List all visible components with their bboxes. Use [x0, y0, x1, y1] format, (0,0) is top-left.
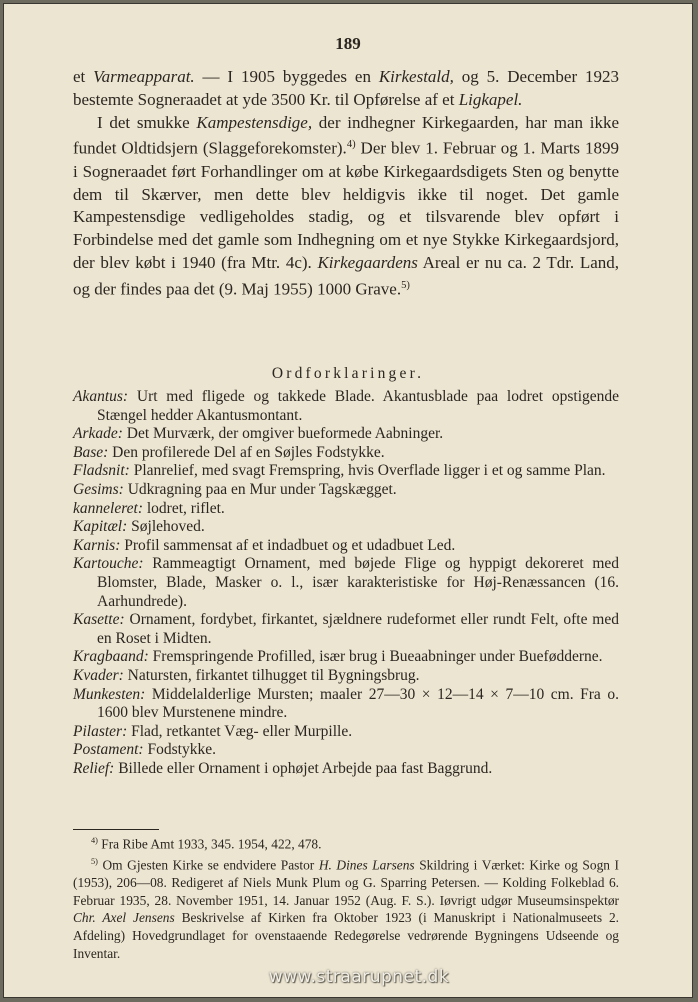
glossary-entry [73, 444, 619, 463]
glossary-entry [73, 686, 619, 723]
italic-run: H. Dines Larsens [318, 857, 415, 873]
glossary-definition: Ornament, fordybet, firkantet, sjældnere rudeformet eller rundt Felt, ofte med en Roset i Midten. [97, 611, 619, 647]
glossary-term: Kartouche: [73, 555, 144, 573]
glossary-term: Fladsnit: [73, 462, 130, 480]
paragraph-1: et Varmeapparat. — I 1905 byggedes en Kirkestald, og 5. December 1923 bestemte Sogneraadet at yde 3500 Kr. til Opførelse af et Ligkapel. [73, 67, 619, 109]
glossary-term: Kvader: [73, 666, 124, 684]
footnote-4: $^{4)}$ Fra Ribe Amt 1933, 345. 1954, 422, 478. [91, 836, 322, 852]
glossary-definition: Rammeagtigt Ornament, med bøjede Flige og hyppigt dekoreret med Blomster, Blade, Masker o. l., især karakteristiske for Høj-Renæssancen (16. Aarhundrede). [97, 555, 620, 610]
book-page [4, 4, 692, 997]
footnote-ref: 4) [91, 836, 98, 845]
glossary-entry [73, 648, 619, 667]
glossary-entry [73, 667, 619, 686]
watermark-url: www.straarupnet.dk [268, 967, 450, 987]
glossary-definition: Flad, retkantet Væg- eller Murpille. [131, 722, 353, 740]
glossary-entry [73, 425, 619, 444]
body-text [73, 66, 619, 301]
italic-run: Kirkestald, [378, 67, 454, 86]
glossary-entry [73, 537, 619, 556]
glossary-definition: lodret, riflet. [146, 499, 225, 517]
glossary-term: kanneleret: [73, 499, 143, 517]
glossary-entry [73, 741, 619, 760]
glossary-term: Munkesten: [73, 685, 146, 703]
glossary-definition: Det Murværk, der omgiver bueformede Aabninger. [126, 425, 444, 443]
italic-run: Kirkegaardens [317, 253, 418, 273]
glossary-entry [73, 555, 619, 611]
glossary-definition: Den profilerede Del af en Søjles Fodstykke. [112, 443, 385, 461]
glossary-definition: Fodstykke. [147, 741, 216, 759]
glossary-entry [73, 481, 619, 500]
glossary-definition: Middelalderlige Mursten; maaler 27—30 × 12—14 × 7—10 cm. Fra o. 1600 blev Murstenene mindre. [97, 685, 620, 722]
glossary-definition: Profil sammensat af et indadbuet og et udadbuet Led. [124, 536, 456, 554]
italic-run: Varmeapparat. [93, 67, 195, 86]
glossary-term: Postament: [73, 741, 144, 759]
footnote-5: $^{5)}$ Om Gjesten Kirke se endvidere Pastor H. Dines Larsens Skildring i Værket: Kirke og Sogn I (1953), 206—08. Redigeret af Niels Munk Plum og G. Sparring Petersen. — Kolding Folkeblad 6. Februar 1935, 28. November 1951, 14. Januar 1952 (Aug. F. S.). Iøvrigt udgør Museumsinspektør Chr. Axel Jensens Beskrivelse af Kirken fra Oktober 1923 (i Manuskript i Nationalmuseets 2. Afdeling) Hovedgrundlaget for ovenstaaende Redegørelse vedrørende Bygningens Udseende og Inventar. [73, 857, 619, 961]
glossary-definition: Fremspringende Profilled, især brug i Bueaabninger under Buefødderne. [152, 648, 603, 666]
italic-run: Kampestensdige, [196, 112, 313, 132]
glossary-term: Kasette: [73, 611, 125, 629]
paragraph-2: I det smukke Kampestensdige, der indhegner Kirkegaarden, har man ikke fundet Oldtidsjern (Slaggeforekomster).$^{4)}$ Der blev 1. Februar og 1. Marts 1899 i Sogneraadet ført Forhandlinger om at købe Kirkegaardsdigets Sten og benytte dem til Skærver, men dette blev heldigvis ikke til noget. Det gamle Kampestensdige vedligeholdes stadig, og et tilsvarende blev opført i Forbindelse med det gamle som Indhegning om et nye Stykke Kirkegaardsjord, der blev købt i 1940 (fra Mtr. 4c). Kirkegaardens Areal er nu ca. 2 Tdr. Land, og der findes paa det (9. Maj 1955) 1000 Grave.$^{5)}$ [73, 112, 620, 299]
glossary-entry [73, 760, 619, 779]
glossary-entry [73, 462, 619, 481]
footnotes [73, 832, 619, 962]
page-number: 189 [335, 34, 361, 53]
italic-run: Chr. Axel Jensens [73, 910, 175, 926]
glossary-term: Relief: [73, 759, 115, 777]
glossary-term: Akantus: [73, 388, 129, 405]
glossary-entry [73, 500, 619, 519]
italic-run: Ligkapel. [458, 89, 523, 109]
glossary-entry [73, 611, 619, 648]
page-frame [3, 3, 693, 998]
glossary-definition: Planrelief, med svagt Fremspring, hvis Overflade ligger i et og samme Plan. [133, 462, 606, 480]
glossary-term: Kragbaand: [73, 648, 149, 666]
glossary-term: Karnis: [73, 536, 121, 554]
glossary-term: Pilaster: [73, 722, 128, 740]
glossary-term: Arkade: [73, 425, 123, 443]
glossary-definition: Søjlehoved. [131, 518, 205, 536]
footnote-ref: 5) [401, 279, 410, 291]
glossary-definition: Billede eller Ornament i ophøjet Arbejde paa fast Baggrund. [118, 759, 493, 777]
footnote-rule [73, 829, 159, 830]
glossary-list [73, 388, 619, 778]
glossary-entry [73, 723, 619, 742]
footnote-ref: 4) [346, 139, 356, 151]
glossary-heading: Ordforklaringer. [271, 365, 425, 382]
glossary-entry [73, 518, 619, 537]
glossary-definition: Natursten, firkantet tilhugget til Bygningsbrug. [127, 666, 420, 684]
glossary-term: Gesims: [73, 480, 124, 498]
glossary-definition: Urt med fligede og takkede Blade. Akantusblade paa lodret opstigende Stængel hedder Akantusmontant. [97, 388, 620, 424]
footnote-ref: 5) [91, 857, 98, 867]
glossary-definition: Udkragning paa en Mur under Tagskægget. [127, 480, 397, 498]
glossary-entry [73, 388, 619, 425]
glossary-term: Base: [73, 443, 109, 461]
glossary-term: Kapitæl: [73, 518, 128, 536]
